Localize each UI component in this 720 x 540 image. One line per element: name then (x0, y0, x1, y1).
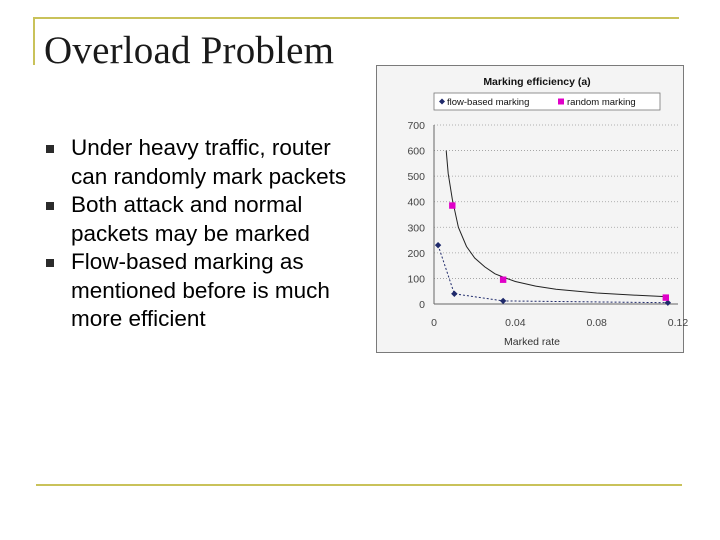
legend-flow-label: flow-based marking (447, 97, 530, 108)
x-axis-ticks (431, 317, 688, 329)
chart-frame (376, 65, 689, 353)
legend-random-marker (558, 99, 564, 105)
y-axis-ticks (407, 120, 425, 311)
bullet-item (46, 248, 366, 334)
y-tick-label: 400 (407, 196, 425, 209)
bullet-item (46, 191, 366, 248)
flow-data-point (435, 242, 441, 248)
y-tick-label: 300 (407, 222, 425, 235)
x-tick-label: 0.08 (586, 317, 607, 329)
random-data-point (500, 277, 506, 283)
flow-data-point (500, 298, 506, 304)
random-data-point (449, 202, 455, 208)
top-rule (33, 17, 679, 19)
left-rule (33, 17, 35, 65)
x-tick-label: 0 (431, 317, 437, 329)
y-tick-label: 600 (407, 145, 425, 158)
y-tick-label: 200 (407, 247, 425, 260)
y-tick-label: 700 (407, 120, 425, 132)
square-bullet-icon (46, 259, 54, 267)
random-series-points (449, 202, 669, 300)
marking-efficiency-chart (377, 66, 689, 352)
bullet-list (46, 134, 366, 334)
trend-curve (446, 151, 668, 297)
y-tick-label: 500 (407, 171, 425, 184)
x-tick-label: 0.12 (667, 317, 689, 329)
chart-title: Marking efficiency (a) (483, 76, 591, 88)
random-data-point (663, 294, 669, 300)
gridlines (434, 125, 678, 278)
y-tick-label: 0 (419, 299, 425, 311)
bullet-item (46, 134, 366, 191)
bottom-rule (36, 484, 682, 486)
flow-series-line (438, 245, 668, 303)
bullet-text: Under heavy traffic, router can randomly mark packets (71, 135, 347, 189)
bullet-text: Both attack and normal packets may be marked (71, 192, 310, 246)
flow-data-point (451, 291, 457, 297)
square-bullet-icon (46, 202, 54, 210)
legend-random-label: random marking (567, 97, 636, 108)
y-tick-label: 100 (407, 273, 425, 286)
square-bullet-icon (46, 145, 54, 153)
bullet-text: Flow-based marking as mentioned before is much more efficient (71, 249, 330, 331)
x-tick-label: 0.04 (505, 317, 526, 329)
x-axis-label: Marked rate (503, 336, 561, 348)
slide-title: Overload Problem (44, 29, 335, 72)
